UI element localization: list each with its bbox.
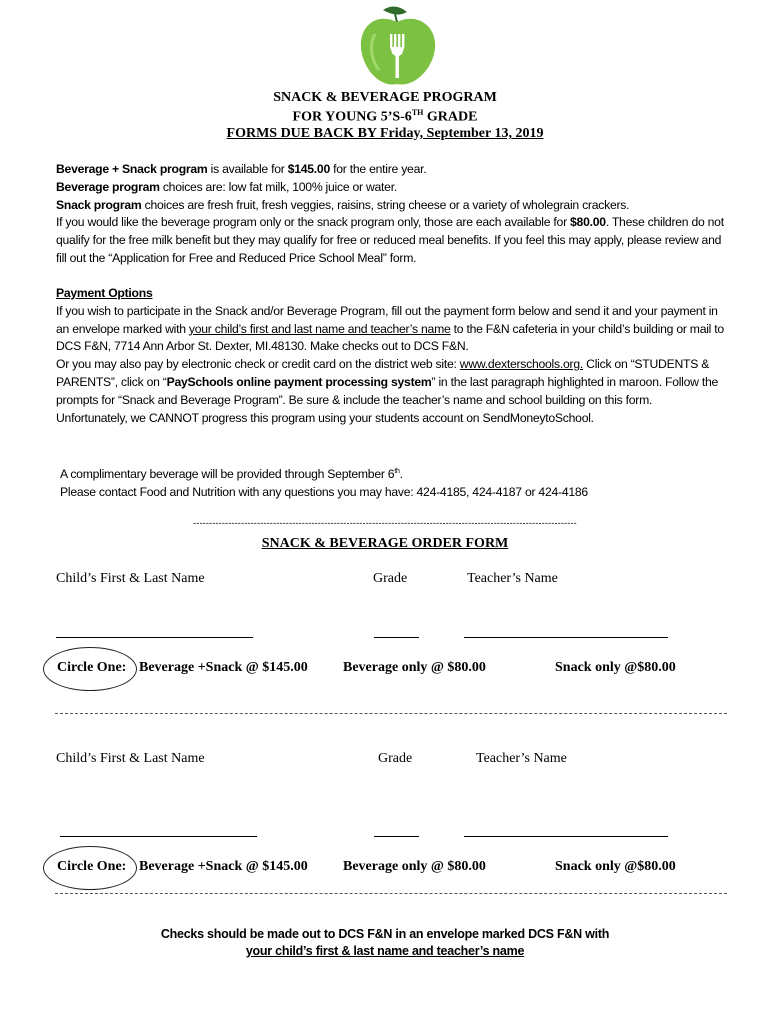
- apple-fork-logo: [355, 4, 445, 90]
- separator-line-2: [55, 893, 727, 894]
- intro-line-4: If you would like the beverage program only or the snack program only, those are each available for $80.00. These children do not qualify for the free milk benefit but they may qualify for free or reduced meal benefits. If you feel this may apply, please review and fill out the “Application for Free and Reduced Price School Meal” form.: [56, 215, 724, 265]
- teacher-name-label-2: Teacher’s Name: [476, 751, 567, 766]
- payment-options-section: [56, 285, 726, 427]
- footer-line-1: Checks should be made out to DCS F&N in an envelope marked DCS F&N with: [160, 927, 610, 941]
- program-title: SNACK & BEVERAGE PROGRAM: [273, 90, 497, 105]
- option-beverage-snack[interactable]: Beverage +Snack @ $145.00: [139, 660, 308, 675]
- circle-one-label-2: Circle One:: [57, 859, 127, 874]
- district-website-link[interactable]: www.dexterschools.org.: [459, 357, 583, 372]
- payment-instructions: If you wish to participate in the Snack and/or Beverage Program, fill out the payment form below and send it and your payment in an envelope marked with your child’s first and last name and teacher’s name to the F&N cafeteria in your child’s building or mail to DCS F&N, 7714 Ann Arbor St. Dexter, MI.48130. Make checks out to DCS F&N. Or you may also pay by electronic check or credit card on the district web site: www.dexterschools.org. Click on “STUDENTS & PARENTS”, click on “PaySchools online payment processing system” in the last paragraph highlighted in maroon. Follow the prompts for “Snack and Beverage Program”. Be sure & include the teacher’s name and school building on this form. Unfortunately, we CANNOT progress this program using your students account on SendMoneytoSchool.: [56, 303, 724, 425]
- footer-line-2: your child’s first & last name and teacher’s name: [245, 944, 525, 958]
- intro-line-1: Beverage + Snack program is available for $145.00 for the entire year.: [56, 162, 427, 176]
- apple-fork-icon: [355, 4, 445, 90]
- child-name-field-2[interactable]: [60, 836, 257, 837]
- teacher-name-field-2[interactable]: [464, 836, 668, 837]
- contact-note: Please contact Food and Nutrition with any questions you may have: 424-4185, 424-4187 or 424-4186: [60, 484, 588, 499]
- grade-field-2[interactable]: [374, 836, 419, 837]
- option-beverage-only-2[interactable]: Beverage only @ $80.00: [343, 859, 486, 874]
- grade-label: Grade: [373, 571, 408, 586]
- intro-paragraph: [56, 161, 726, 268]
- teacher-name-field[interactable]: [464, 637, 668, 638]
- footer-note: [0, 926, 770, 960]
- intro-line-2: Beverage program choices are: low fat milk, 100% juice or water.: [56, 179, 397, 194]
- child-name-field[interactable]: [56, 637, 253, 638]
- option-snack-only-2[interactable]: Snack only @$80.00: [555, 859, 676, 874]
- child-name-label-2: Child’s First & Last Name: [56, 751, 205, 766]
- cut-line: ------------------------------------------------------------------------------------------------------------------------: [193, 518, 577, 528]
- grade-subtitle: FOR YOUNG 5’S-6TH GRADE: [292, 108, 478, 125]
- option-beverage-only[interactable]: Beverage only @ $80.00: [343, 660, 486, 675]
- complimentary-note: A complimentary beverage will be provided through September 6th.: [60, 467, 403, 482]
- option-snack-only[interactable]: Snack only @$80.00: [555, 660, 676, 675]
- option-beverage-snack-2[interactable]: Beverage +Snack @ $145.00: [139, 859, 308, 874]
- notes-section: [60, 463, 730, 502]
- grade-field[interactable]: [374, 637, 419, 638]
- circle-one-label: Circle One:: [57, 660, 127, 675]
- separator-line-1: [55, 713, 727, 714]
- child-name-label: Child’s First & Last Name: [56, 571, 205, 586]
- payment-options-heading: Payment Options: [56, 286, 153, 300]
- teacher-name-label: Teacher’s Name: [467, 571, 558, 586]
- intro-line-3: Snack program choices are fresh fruit, fresh veggies, raisins, string cheese or a variety of wholegrain crackers.: [56, 197, 630, 212]
- grade-label-2: Grade: [378, 751, 413, 766]
- order-form-title: SNACK & BEVERAGE ORDER FORM: [261, 536, 509, 551]
- due-date-heading: FORMS DUE BACK BY Friday, September 13, 2019: [226, 126, 544, 141]
